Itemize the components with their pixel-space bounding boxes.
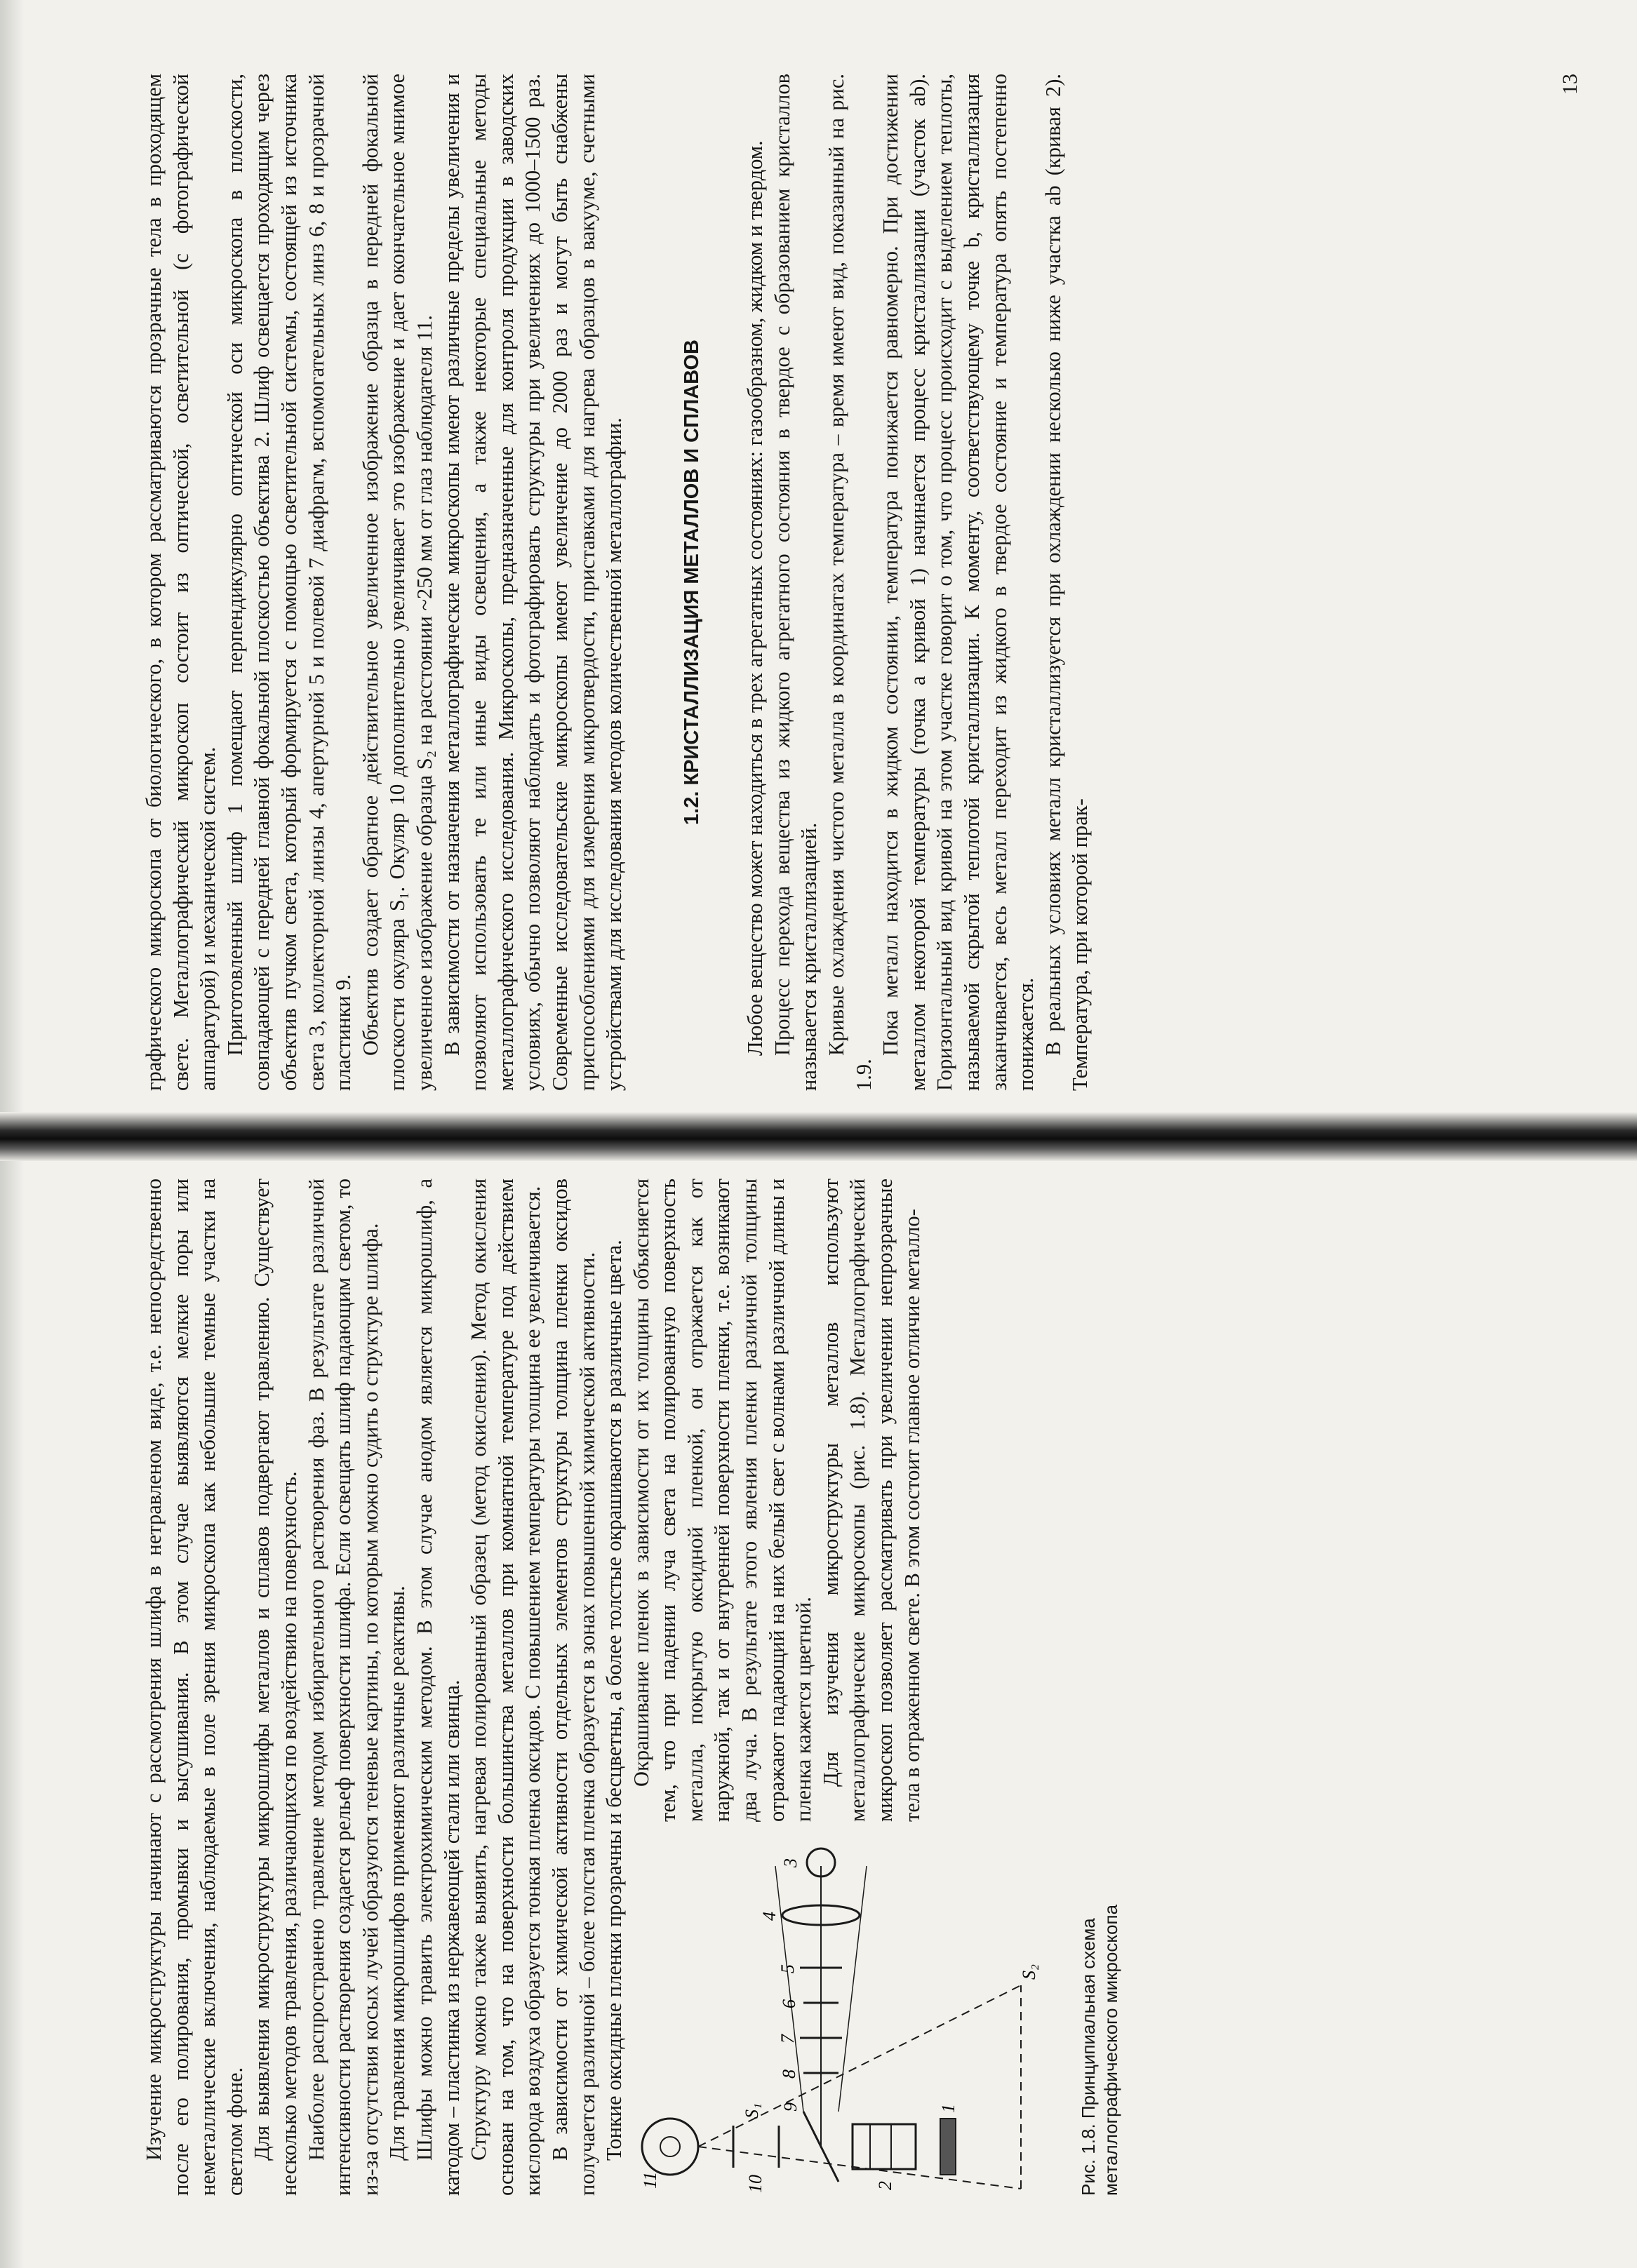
paragraph: Любое вещество может находиться в трех агрегатных состояниях: газообразном, жидком и твердом. bbox=[743, 140, 768, 1056]
label-5: 5 bbox=[777, 1964, 798, 1973]
microscope-diagram bbox=[628, 1834, 1070, 2196]
label-3: 3 bbox=[780, 1858, 801, 1867]
paragraph: Изучение микроструктуры начинают с рассмотрения шлифа в нетравленом виде, т.е. непосредственно после его полирования, промывки и высушивания. В этом случае выявляются мелкие поры или неметаллические включения, наблюдаемые в поле зрения микроскопа как небольшие темные участки на светлом фоне. bbox=[142, 1179, 247, 2196]
label-s1: S₁ bbox=[741, 2102, 762, 2119]
paragraph: Тонкие оксидные пленки прозрачны и бесцветны, а более толстые окрашиваются в различные цвета. bbox=[602, 1240, 627, 2161]
ray-line bbox=[698, 1985, 1021, 2147]
label-11: 11 bbox=[639, 2171, 660, 2189]
label-10: 10 bbox=[744, 2175, 766, 2193]
specimen bbox=[940, 2119, 956, 2175]
figure-caption bbox=[1077, 1834, 1122, 2196]
paragraph: Объектив создает обратное действительное увеличенное изображение образца в передней фокальной плоскости окуляра S₁. Окуляр 10 дополнительно увеличивает это изображение и дает окончательное мнимое увеличенное изображение образца S₂ на расстоянии ~250 мм от глаз наблюдателя 11. bbox=[358, 74, 436, 1091]
label-7: 7 bbox=[777, 2034, 798, 2044]
paragraph: Процесс перехода вещества из жидкого агрегатного состояния в твердое с образованием кристаллов называется кристаллизацией. bbox=[770, 74, 822, 1091]
ray-line bbox=[838, 1866, 867, 2112]
paragraph: В зависимости от назначения металлографические микроскопы имеют различные пределы увеличения и позволяют использовать те или иные виды освещения, а также некоторые специальные методы металлографического исследования. Микроскопы, предназначенные для контроля продукции в заводских условиях, обычно позволяют наблюдать и фотографировать структуры при увеличениях до 1000–1500 раз. Современные исследовательские микроскопы имеют увеличение до 2000 раз и могут быть снабжены приспособлениями для измерения микротвердости, приставками для нагрева образцов в вакууме, счетными устройствами для исследования методов количественной металлографии. bbox=[439, 74, 627, 1091]
paragraph: Наиболее распространено травление методом избирательного растворения фаз. В результате различной интенсивности растворения создается рельеф поверхности шлифа. Если освещать шлиф падающим светом, то из-за отсутствия косых лучей образуются теневые картины, по которым можно судить о структуре шлифа. bbox=[304, 1179, 382, 2196]
label-2: 2 bbox=[874, 2181, 895, 2190]
label-9: 9 bbox=[780, 2102, 801, 2112]
paragraph: Для выявления микроструктуры микрошлифы металлов и сплавов подвергают травлению. Существует несколько методов травления, различающихся по воздействию на поверхность. bbox=[250, 1179, 301, 2196]
page-number: 13 bbox=[1558, 74, 1582, 95]
paragraph: Кривые охлаждения чистого металла в координатах температура – время имеют вид, показанный на рис. 1.9. bbox=[824, 74, 876, 1091]
label-1: 1 bbox=[937, 2104, 958, 2113]
microscope-figure bbox=[628, 1834, 1147, 2196]
label-4: 4 bbox=[759, 1912, 780, 1921]
paragraph: Приготовленный шлиф 1 помещают перпендикулярно оптической оси микроскопа в плоскости, совпадающей с передней главной фокальной плоскостью объектива 2. Шлиф освещается проходящим через объектив пучком света, который формируется с помощью осветительной системы, состоящей из источника света 3, коллекторной линзы 4, апертурной 5 и полевой 7 диафрагм, вспомогательных линз 6, 8 и прозрачной пластинки 9. bbox=[222, 74, 356, 1091]
eye-icon bbox=[642, 2119, 698, 2175]
label-8: 8 bbox=[778, 2069, 799, 2079]
label-6: 6 bbox=[778, 1999, 799, 2008]
paragraph: Для изучения микроструктуры металлов используют металлографические микроскопы (рис. 1.8). Металлографический микроскоп позволяет рассматривать при увеличении непрозрачные тела в отраженном свете. В этом состоит главное отличие металло- bbox=[818, 1179, 924, 1822]
paragraph: В зависимости от химической активности отдельных элементов структуры толщина пленки оксидов получается различной – более толстая пленка образуется в зонах повышенной химической активности. bbox=[547, 1179, 599, 2196]
objective-body bbox=[853, 2124, 916, 2169]
caption-text: Принципиальная схема металлографического микроскопа bbox=[1077, 1904, 1121, 2196]
paragraph: Шлифы можно травить электрохимическим методом. В этом случае анодом является микрошлиф, а катодом – пластинка из нержавеющей стали или свинца. bbox=[412, 1179, 464, 2196]
book-binding-shadow bbox=[0, 1112, 1637, 1161]
paragraph: Пока металл находится в жидком состоянии, температура понижается равномерно. При достижении металлом некоторой температуры (точка a кривой 1) начинается процесс кристаллизации (участок ab). Горизонтальный вид кривой на этом участке говорит о том, что процесс происходит с выделением теплоты, называемой скрытой теплотой кристаллизации. К моменту, соответствующему точке b, кристаллизация заканчивается, весь металл переходит из жидкого в твердое состояние и температура опять постепенно понижается. bbox=[878, 74, 1038, 1091]
pupil-mark bbox=[660, 2137, 680, 2156]
paragraph: Окрашивание пленок в зависимости от их толщины объясняется тем, что при падении луча света на полированную поверхность металла, покрытую оксидной пленкой, он отражается как от наружной, так и от внутренней поверхности пленки, т.е. возникают два луча. В результате этого явления пленки различной толщины отражают падающий на них белый свет с волнами различной длины и пленка кажется цветной. bbox=[629, 1179, 816, 1822]
page-12 bbox=[140, 1179, 1579, 2196]
caption-number: Рис. 1.8. bbox=[1077, 2123, 1099, 2196]
paragraph: Для травления микрошлифов применяют различные реактивы. bbox=[385, 1585, 410, 2161]
paragraph: графического микроскопа от биологического, в котором рассматриваются прозрачные тела в проходящем свете. Металлографический микроскоп состоит из оптической, осветительной (с фотографической аппаратурой) и механической систем. bbox=[142, 74, 220, 1091]
paragraph: В реальных условиях металл кристаллизуется при охлаждении несколько ниже участка ab (кривая 2). Температура, при которой прак- bbox=[1041, 74, 1093, 1091]
label-s2: S₂ bbox=[1018, 1964, 1039, 1980]
section-heading: 1.2. КРИСТАЛЛИЗАЦИЯ МЕТАЛЛОВ И СПЛАВОВ bbox=[680, 340, 703, 825]
page-13 bbox=[140, 74, 1582, 1091]
paragraph: Структуру можно также выявить, нагревая полированный образец (метод окисления). Метод окисления основан на том, что на поверхности большинства металлов при комнатной температуре под действием кислорода воздуха образуется тонкая пленка оксидов. С повышением температуры толщина ее увеличивается. bbox=[467, 1179, 545, 2196]
